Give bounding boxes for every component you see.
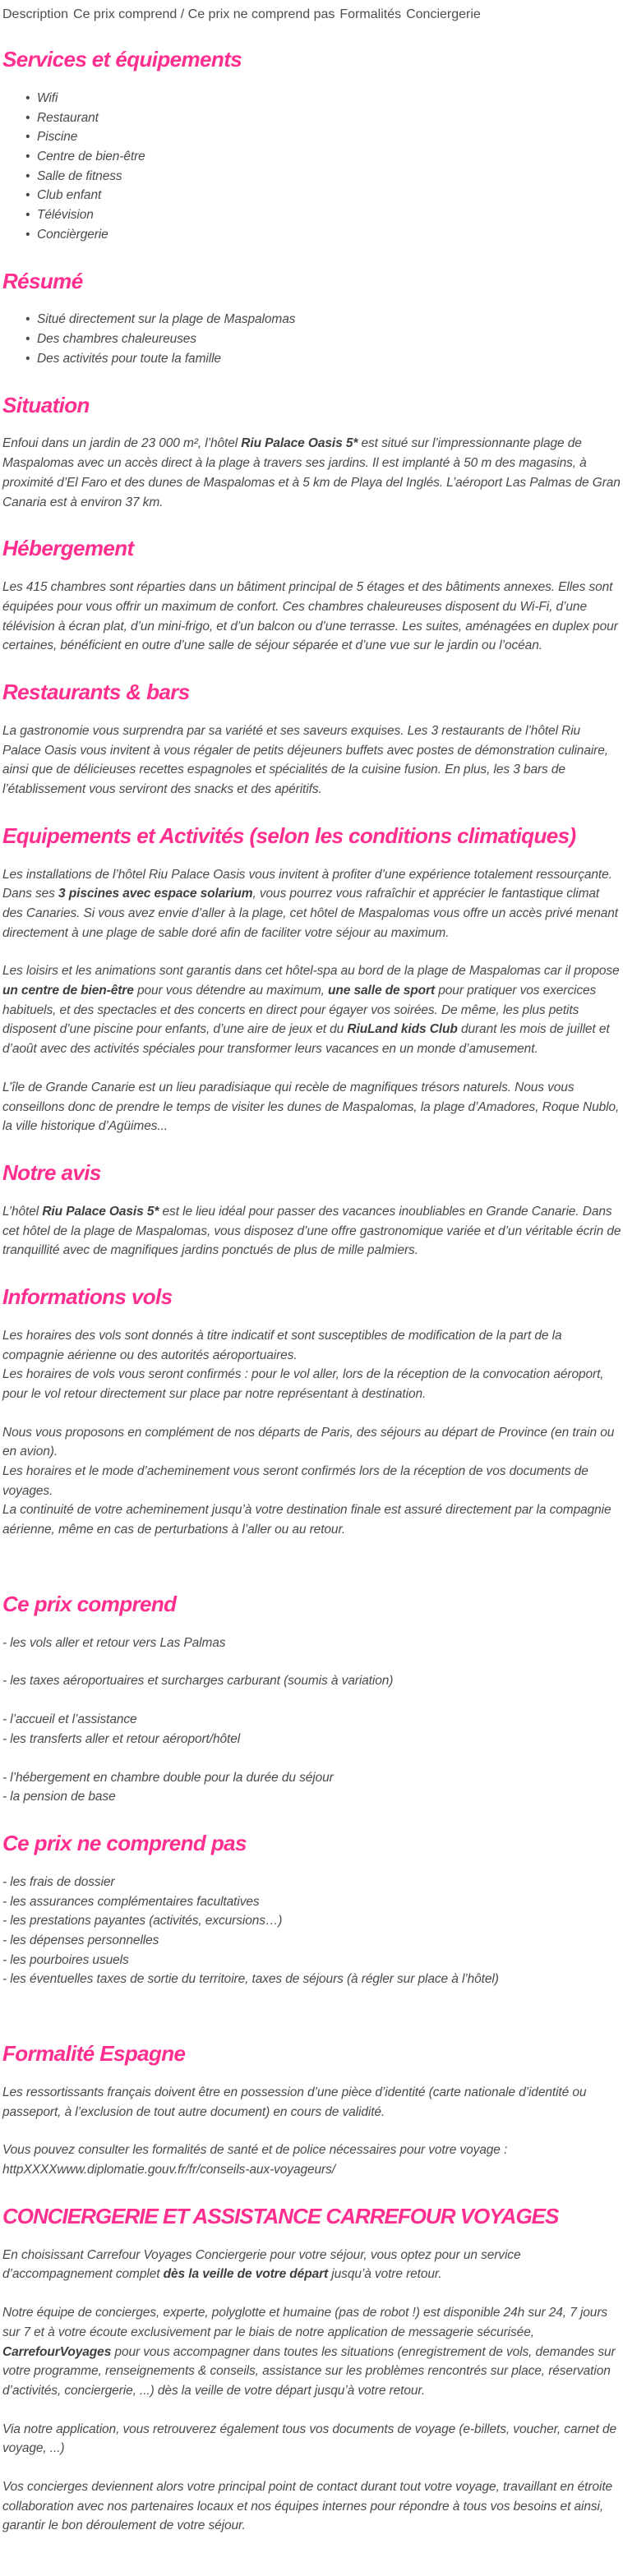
section-formalite-espagne [2, 2042, 621, 2180]
text-run: est situé sur l’impressionnante plage de Maspalomas avec un accès direct à la plage à travers ses jardins. Il est implanté à 50 m des magasins, à proximité d’El Faro et des dunes de Maspalomas et à 5 km de Playa del Inglés. L’aéroport Las Palmas de Gran Canaria est à environ 37 km. [2, 436, 621, 509]
paragraph [2, 1202, 621, 1260]
paragraph [2, 434, 621, 512]
text-run: Nous vous proposons en complément de nos départs de Paris, des séjours au départ de Province (en train ou en avion). [2, 1425, 615, 1459]
section-ce-prix-comprend [2, 1592, 621, 1807]
text-run: Les horaires de vols vous seront confirmés : pour le vol aller, lors de la réception de la convocation aéroport, pour le vol retour directement sur place par notre représentant à destination. [2, 1367, 604, 1401]
paragraph [2, 2420, 621, 2458]
text-run: La continuité de votre acheminement jusqu’à votre destination finale est assuré directement par la compagnie aérienne, même en cas de perturbations à l’aller ou au retour. [2, 1503, 611, 1537]
text-run: Les horaires et le mode d’acheminement vous seront confirmés lors de la réception de vos documents de voyages. [2, 1464, 588, 1498]
text-run: httpXXXXwww.diplomatie.gouv.fr/fr/conseils-aux-voyageurs/ [2, 2163, 335, 2177]
list-item: • Restaurant [25, 108, 621, 128]
section-heading-ce-prix-comprend: Ce prix comprend [2, 1591, 177, 1616]
section-services-equipements [2, 48, 621, 245]
paragraph [2, 578, 621, 656]
text-run: - les éventuelles taxes de sortie du territoire, taxes de séjours (à régler sur place à l’hôtel) [2, 1972, 499, 1987]
bold-text: CarrefourVoyages [2, 2344, 112, 2359]
text-run: - les assurances complémentaires facultatives [2, 1894, 260, 1909]
paragraph [2, 721, 621, 800]
section-heading-formalite-espagne: Formalité Espagne [2, 2041, 186, 2067]
tab-description[interactable]: Description [2, 7, 69, 21]
section-heading-resume: Résumé [2, 268, 83, 293]
paragraph [2, 2083, 621, 2122]
text-run: - l’accueil et l’assistance [2, 1712, 137, 1727]
text-run: L’île de Grande Canarie est un lieu paradisiaque qui recèle de magnifiques trésors naturels. Nous vous conseillons donc de prendre le temps de visiter les dunes de Maspalomas, la plage d’Amadores, Roque Nublo, la ville historique d’Agüimes... [2, 1080, 620, 1134]
list-item: • Télévision [25, 205, 621, 225]
list-item: • Des activités pour toute la famille [25, 349, 621, 369]
section-heading-ce-prix-ne-comprend-pas: Ce prix ne comprend pas [2, 1830, 247, 1855]
list-item: • Concièrgerie [25, 225, 621, 245]
text-run: Les horaires des vols sont donnés à titre indicatif et sont susceptibles de modification de la part de la compagnie aérienne ou des autorités aéroportuaires. [2, 1328, 562, 1362]
bold-text: Riu Palace Oasis 5* [42, 1204, 159, 1219]
bullet-list [2, 89, 621, 245]
text-run: durant les mois de juillet et d’août avec des activités spéciales pour transformer leurs vacances en un monde d’amusement. [2, 1022, 610, 1057]
text-run: Vos concierges deviennent alors votre principal point de contact durant tout votre voyage, travaillant en étroite collaboration avec nos partenaires locaux et nos équipes internes pour répondre à tous vos besoins et ainsi, garantir le bon déroulement de votre séjour. [2, 2480, 613, 2533]
text-run: , vous pourrez vous rafraîchir et apprécier le fantastique climat des Canaries. Si vous avez envie d’aller à la plage, cet hôtel de Maspalomas vous offre un accès privé menant directement à une plage de sable doré afin de faciliter votre séjour au maximum. [2, 887, 619, 940]
text-run: - la pension de base [2, 1790, 116, 1804]
bold-text: 3 piscines avec espace solarium [58, 887, 253, 901]
tab-ce-prix-comprend[interactable]: Ce prix comprend / Ce prix ne comprend pas [73, 7, 335, 21]
bold-text: RiuLand kids Club [347, 1022, 458, 1037]
list-item: • Situé directement sur la plage de Maspalomas [25, 310, 621, 329]
text-run: - les frais de dossier [2, 1874, 115, 1889]
section-heading-equipements-activites: Equipements et Activités (selon les conditions climatiques) [2, 823, 576, 848]
text-run: - l’hébergement en chambre double pour la durée du séjour [2, 1770, 334, 1785]
paragraph [2, 2141, 621, 2179]
section-heading-conciergerie-assistance: CONCIERGERIE ET ASSISTANCE CARREFOUR VOYAGES [2, 2203, 559, 2228]
text-run: est le lieu idéal pour passer des vacances inoubliables en Grande Canarie. Dans cet hôtel de la plage de Maspalomas, vous disposez d’une offre gastronomique variée et d’un véritable écrin de tranquillité avec de magnifiques jardins ponctués de plus de mille palmiers. [2, 1204, 621, 1258]
tab-bar [2, 7, 621, 23]
paragraph [2, 1671, 621, 1691]
text-run: - les prestations payantes (activités, excursions…) [2, 1914, 283, 1929]
bullet-list [2, 310, 621, 368]
paragraph [2, 2246, 621, 2284]
text-run: L’hôtel [2, 1204, 43, 1219]
bold-text: un centre de bien-être [2, 984, 134, 998]
content [2, 48, 621, 2536]
paragraph [2, 1710, 621, 1749]
text-run: pour pratiquer vos exercices habituels, et des spectacles et des concerts en direct pour égayer vos soirées. De même, les plus petits disposent d’une piscine pour enfants, d’une aire de jeux et du [2, 984, 597, 1037]
text-run: Enfoui dans un jardin de 23 000 m², l’hôtel [2, 436, 242, 451]
section-conciergerie-assistance [2, 2205, 621, 2536]
text-run: Les 415 chambres sont réparties dans un bâtiment principal de 5 étages et des bâtiments annexes. Elles sont équipées pour vous offrir un maximum de confort. Ces chambres chaleureuses disposent du Wi-Fi, d’une télévision à écran plat, d’un mini-frigo, et d’un balcon ou d’une terrasse. Les suites, aménagées en duplex pour certaines, bénéficient en outre d’une salle de séjour séparée et d’une vue sur le jardin ou l’océan. [2, 580, 618, 653]
text-run: La gastronomie vous surprendra par sa variété et ses saveurs exquises. Les 3 restaurants de l’hôtel Riu Palace Oasis vous invitent à vous régaler de petits déjeuners buffets avec postes de démonstration culinaire, ainsi que de délicieuses recettes espagnoles et spécialités de la cuisine fusion. En plus, les 3 bars de l’établissement vous serviront des snacks et des apéritifs. [2, 723, 608, 796]
list-item: • Wifi [25, 89, 621, 108]
section-restaurants-bars [2, 680, 621, 800]
paragraph [2, 1078, 621, 1136]
paragraph [2, 2477, 621, 2536]
section-hebergement [2, 537, 621, 656]
section-heading-restaurants-bars: Restaurants & bars [2, 679, 190, 704]
paragraph [2, 1326, 621, 1404]
list-item: • Centre de bien-être [25, 147, 621, 167]
text-run: - les taxes aéroportuaires et surcharges carburant (soumis à variation) [2, 1674, 394, 1689]
paragraph [2, 1873, 621, 1989]
paragraph [2, 2303, 621, 2401]
bold-text: une salle de sport [328, 984, 436, 998]
section-ce-prix-ne-comprend-pas [2, 1832, 621, 1989]
paragraph [2, 1768, 621, 1807]
list-item: • Des chambres chaleureuses [25, 329, 621, 349]
text-run: - les dépenses personnelles [2, 1933, 159, 1947]
bold-text: dès la veille de votre départ [163, 2267, 329, 2282]
text-run: Via notre application, vous retrouverez également tous vos documents de voyage (e-billets, voucher, carnet de voyage, ...) [2, 2422, 617, 2456]
text-run: pour vous détendre au maximum, [133, 984, 329, 998]
text-run: - les transferts aller et retour aéroport/hôtel [2, 1731, 241, 1746]
paragraph [2, 1634, 621, 1653]
paragraph [2, 961, 621, 1059]
text-run: Les installations de l’hôtel Riu Palace Oasis vous invitent à profiter d’une expérience totalement ressourçante. Dans ses [2, 867, 612, 901]
text-run: pour vous accompagner dans toutes les situations (enregistrement de vols, demandes sur votre programme, renseignements & conseils, assistance sur les problèmes rencontrés sur place, réservation d’activités, conciergerie, ...) dès la veille de votre départ jusqu’à votre retour. [2, 2344, 616, 2398]
section-heading-hebergement: Hébergement [2, 536, 134, 561]
section-notre-avis [2, 1161, 621, 1260]
section-situation [2, 394, 621, 513]
text-run: En choisissant Carrefour Voyages Conciergerie pour votre séjour, vous optez pour un service d’accompagnement complet [2, 2247, 521, 2282]
text-run: - les pourboires usuels [2, 1952, 129, 1967]
text-run: Les ressortissants français doivent être en possession d’une pièce d’identité (carte nationale d’identité ou passeport, à l’exclusion de tout autre document) en cours de validité. [2, 2085, 587, 2119]
section-informations-vols [2, 1285, 621, 1540]
list-item: • Salle de fitness [25, 167, 621, 187]
section-heading-services-equipements: Services et équipements [2, 47, 242, 71]
text-run: Les loisirs et les animations sont garantis dans cet hôtel-spa au bord de la plage de Maspalomas car il propose [2, 964, 620, 979]
list-item: • Piscine [25, 127, 621, 147]
text-run: - les vols aller et retour vers Las Palmas [2, 1635, 226, 1650]
section-resume [2, 270, 621, 369]
text-run: jusqu’à votre retour. [328, 2267, 442, 2282]
list-item: • Club enfant [25, 186, 621, 205]
tab-formalites[interactable]: Formalités [339, 7, 402, 21]
text-run: Notre équipe de concierges, experte, polyglotte et humaine (pas de robot !) est disponible 24h sur 24, 7 jours sur 7 et à votre écoute exclusivement par le biais de notre application de messagerie sécurisée, [2, 2306, 608, 2339]
tab-conciergerie[interactable]: Conciergerie [406, 7, 481, 21]
bold-text: Riu Palace Oasis 5* [241, 436, 358, 451]
section-heading-situation: Situation [2, 392, 90, 417]
text-run: Vous pouvez consulter les formalités de santé et de police nécessaires pour votre voyage : [2, 2143, 508, 2158]
paragraph [2, 1423, 621, 1540]
paragraph [2, 865, 621, 943]
section-equipements-activites [2, 824, 621, 1136]
section-heading-notre-avis: Notre avis [2, 1159, 101, 1185]
section-heading-informations-vols: Informations vols [2, 1283, 173, 1309]
